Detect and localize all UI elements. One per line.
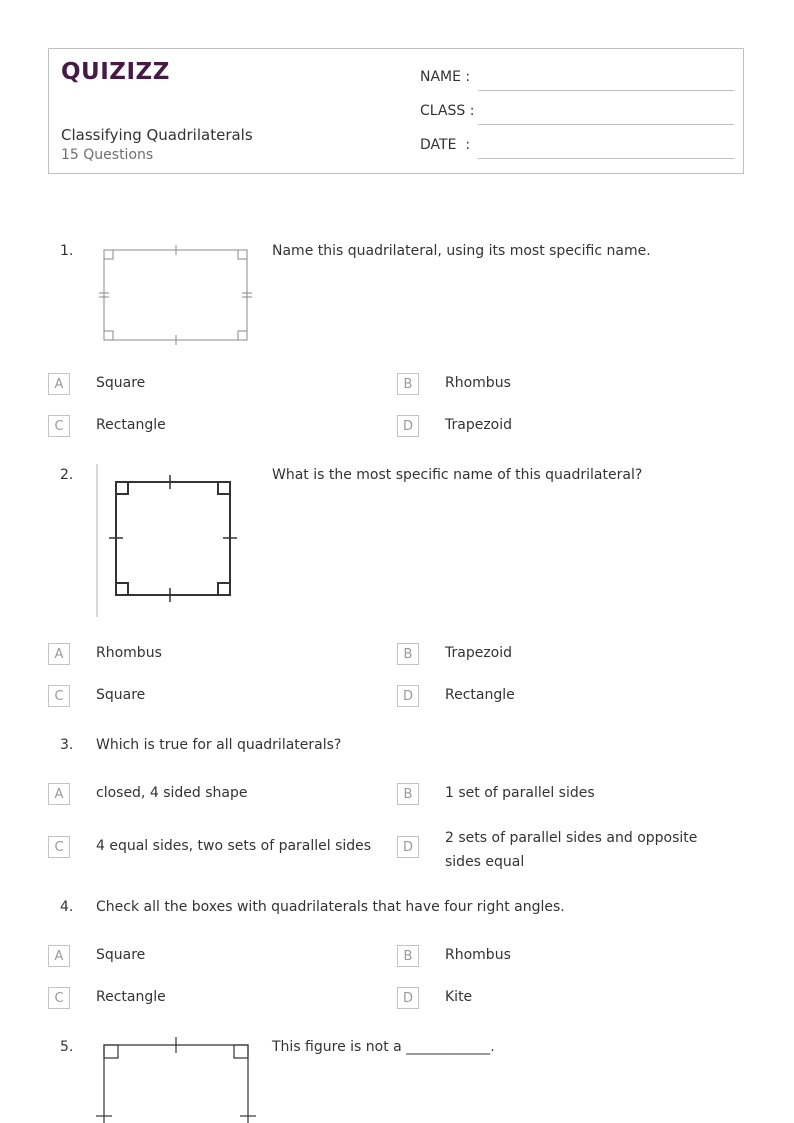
question-5-number: 5. — [60, 1039, 74, 1055]
option-text: Square — [96, 687, 146, 703]
worksheet-title: Classifying Quadrilaterals — [61, 126, 253, 144]
option-letter: A — [48, 643, 70, 665]
question-count: 15 Questions — [61, 147, 154, 163]
option-letter: D — [397, 415, 419, 437]
question-2-square-figure — [94, 462, 244, 620]
option-letter: B — [397, 643, 419, 665]
question-4-number: 4. — [60, 899, 74, 915]
option-letter: D — [397, 836, 419, 858]
question-1-number: 1. — [60, 243, 74, 259]
option-text: Trapezoid — [445, 645, 513, 661]
question-4-text: Check all the boxes with quadrilaterals that have four right angles. — [96, 899, 565, 915]
name-label: NAME : — [420, 69, 471, 85]
option-letter: D — [397, 987, 419, 1009]
option-text: 2 sets of parallel sides and opposite sides equal — [445, 830, 698, 870]
option-letter: B — [397, 783, 419, 805]
option-text: Kite — [445, 989, 473, 1005]
option-text: Rectangle — [96, 417, 166, 433]
question-1-rectangle-figure — [96, 240, 256, 348]
option-text: Square — [96, 375, 146, 391]
date-label: DATE : — [420, 137, 471, 153]
worksheet-header — [48, 48, 744, 174]
question-1-text: Name this quadrilateral, using its most specific name. — [272, 243, 651, 259]
option-letter: C — [48, 415, 70, 437]
date-field[interactable] — [420, 137, 734, 161]
option-text: Square — [96, 947, 146, 963]
option-text: Rectangle — [96, 989, 166, 1005]
option-text: 4 equal sides, two sets of parallel sides — [96, 838, 372, 854]
question-3-number: 3. — [60, 737, 74, 753]
option-text: Rhombus — [96, 645, 162, 661]
class-line[interactable] — [478, 124, 734, 125]
name-field[interactable] — [420, 69, 734, 93]
option-letter: D — [397, 685, 419, 707]
option-letter: C — [48, 685, 70, 707]
option-text: Rectangle — [445, 687, 515, 703]
option-letter: B — [397, 945, 419, 967]
class-label: CLASS : — [420, 103, 475, 119]
option-letter: C — [48, 836, 70, 858]
question-5-open-figure — [94, 1034, 260, 1123]
question-2-text: What is the most specific name of this quadrilateral? — [272, 467, 643, 483]
option-letter: A — [48, 945, 70, 967]
option-letter: C — [48, 987, 70, 1009]
question-2-number: 2. — [60, 467, 74, 483]
question-3-text: Which is true for all quadrilaterals? — [96, 737, 342, 753]
class-field[interactable] — [420, 103, 734, 127]
option-text: 1 set of parallel sides — [445, 785, 595, 801]
name-line[interactable] — [478, 90, 734, 91]
option-text: closed, 4 sided shape — [96, 785, 248, 801]
option-text: Rhombus — [445, 375, 511, 391]
option-letter: A — [48, 783, 70, 805]
question-5-text: This figure is not a ____________. — [272, 1039, 495, 1055]
date-line[interactable] — [478, 158, 734, 159]
quizizz-logo: QUIZIZZ — [61, 59, 170, 85]
option-text: Trapezoid — [445, 417, 513, 433]
option-text: Rhombus — [445, 947, 511, 963]
option-letter: B — [397, 373, 419, 395]
option-letter: A — [48, 373, 70, 395]
